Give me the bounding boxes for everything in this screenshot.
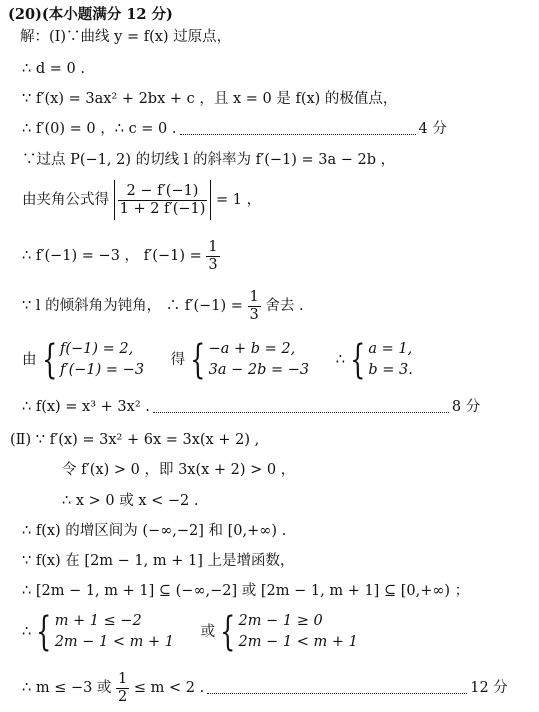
problem-number: (20) [8, 6, 42, 23]
part2-line-interval: ∴ f(x) 的增区间为 (−∞,−2] 和 [0,+∞) . [22, 523, 287, 539]
fraction-denominator: 3 [208, 256, 218, 273]
dot-leader [153, 402, 449, 413]
system-1 [60, 339, 144, 381]
or-label: 或 [200, 624, 216, 640]
system-3-eq-2: b = 3. [368, 362, 413, 378]
therefore-symbol: ∴ [335, 352, 345, 368]
fraction-numerator: 1 [208, 238, 218, 255]
part2-intro: (Ⅱ) ∵ f′(x) = 3x² + 6x = 3x(x + 2) , [10, 432, 260, 448]
fraction-numerator: 1 [249, 288, 259, 305]
one-third-fraction [206, 239, 219, 274]
part1-line-derivative: ∵ f′(x) = 3ax² + 2bx + c ，且 x = 0 是 f(x) 的极值点， [22, 91, 398, 107]
score-8: 8 分 [451, 399, 481, 415]
angle-fraction [118, 183, 208, 218]
result-text: ∴ f(x) = x³ + 3x² . [22, 399, 150, 415]
system-3-eq-1: a = 1, [368, 341, 413, 357]
problem-title: (本小题满分 12 分) [41, 6, 173, 23]
answer-prefix: ∴ m ≤ −3 或 [22, 680, 112, 696]
part1-line-angle-formula [22, 180, 261, 220]
part1-line-slope: ∵过点 P(−1, 2) 的切线 l 的斜率为 f′(−1) = 3a − 2b ， [22, 152, 396, 168]
problem-header [8, 6, 173, 24]
part1-line-result [22, 398, 480, 416]
case-1-ineq-2: 2m − 1 < m + 1 [54, 634, 174, 650]
part1-intro: 解：(Ⅰ)∵曲线 y = f(x) 过原点， [20, 29, 232, 45]
answer-suffix: ≤ m < 2 . [133, 680, 205, 696]
system-3 [368, 339, 412, 381]
left-brace: { [190, 337, 206, 383]
part2-line-answer [22, 668, 508, 708]
from-label: 由 [22, 352, 37, 368]
obtuse-suffix: 舍去 . [265, 298, 304, 314]
part1-line-systems [22, 338, 413, 382]
case-1-ineq-1: m + 1 ≤ −2 [54, 613, 142, 629]
discard-fraction [248, 289, 261, 324]
get-label: 得 [170, 352, 186, 368]
part1-line-obtuse [22, 286, 304, 326]
angle-fraction-numerator: 2 − f′(−1) [118, 183, 208, 201]
system-case-2 [239, 611, 358, 653]
angle-formula-suffix: = 1 ， [216, 192, 262, 208]
system-1-eq-1: f(−1) = 2, [59, 341, 134, 357]
part2-line-let: 令 f′(x) > 0 ，即 3x(x + 2) > 0 ， [62, 462, 296, 478]
part2-line-increasing: ∵ f(x) 在 [2m − 1, m + 1] 上是增函数， [22, 553, 295, 569]
fraction-denominator: 3 [249, 306, 259, 323]
left-brace: { [220, 609, 236, 655]
case-2-ineq-1: 2m − 1 ≥ 0 [238, 613, 323, 629]
left-brace: { [41, 337, 57, 383]
angle-formula-prefix: 由夹角公式得 [22, 192, 109, 208]
system-2-eq-1: −a + b = 2, [208, 341, 296, 357]
dot-leader [207, 683, 467, 694]
system-case-1 [55, 611, 174, 653]
part2-line-systems [22, 610, 358, 654]
therefore-symbol: ∴ [22, 624, 32, 640]
half-fraction [116, 671, 129, 706]
left-brace: { [350, 337, 366, 383]
part1-line-c [22, 120, 447, 138]
angle-fraction-denominator: 1 + 2 f′(−1) [119, 200, 206, 217]
system-2-eq-2: 3a − 2b = −3 [208, 362, 310, 378]
case-2-ineq-2: 2m − 1 < m + 1 [238, 634, 358, 650]
part2-line-subset: ∴ [2m − 1, m + 1] ⊆ (−∞,−2] 或 [2m − 1, m + 1] ⊆ [0,+∞) ； [22, 583, 470, 599]
part2-line-solution: ∴ x > 0 或 x < −2 . [62, 493, 199, 509]
absolute-value [114, 180, 212, 220]
system-2 [209, 339, 310, 381]
part1-line-c-text: ∴ f′(0) = 0 ，∴ c = 0 . [22, 121, 177, 137]
values-prefix: ∴ f′(−1) = −3 ， f′(−1) = [22, 248, 202, 264]
fraction-denominator: 2 [118, 688, 128, 705]
dot-leader [180, 124, 416, 135]
part1-line-d: ∴ d = 0 . [22, 61, 85, 77]
left-brace: { [36, 609, 52, 655]
score-4: 4 分 [418, 121, 447, 137]
score-12: 12 分 [470, 680, 508, 696]
fraction-numerator: 1 [118, 670, 128, 687]
system-1-eq-2: f′(−1) = −3 [59, 362, 145, 378]
obtuse-prefix: ∵ l 的倾斜角为钝角， ∴ f′(−1) = [22, 298, 243, 314]
part1-line-values [22, 236, 220, 276]
